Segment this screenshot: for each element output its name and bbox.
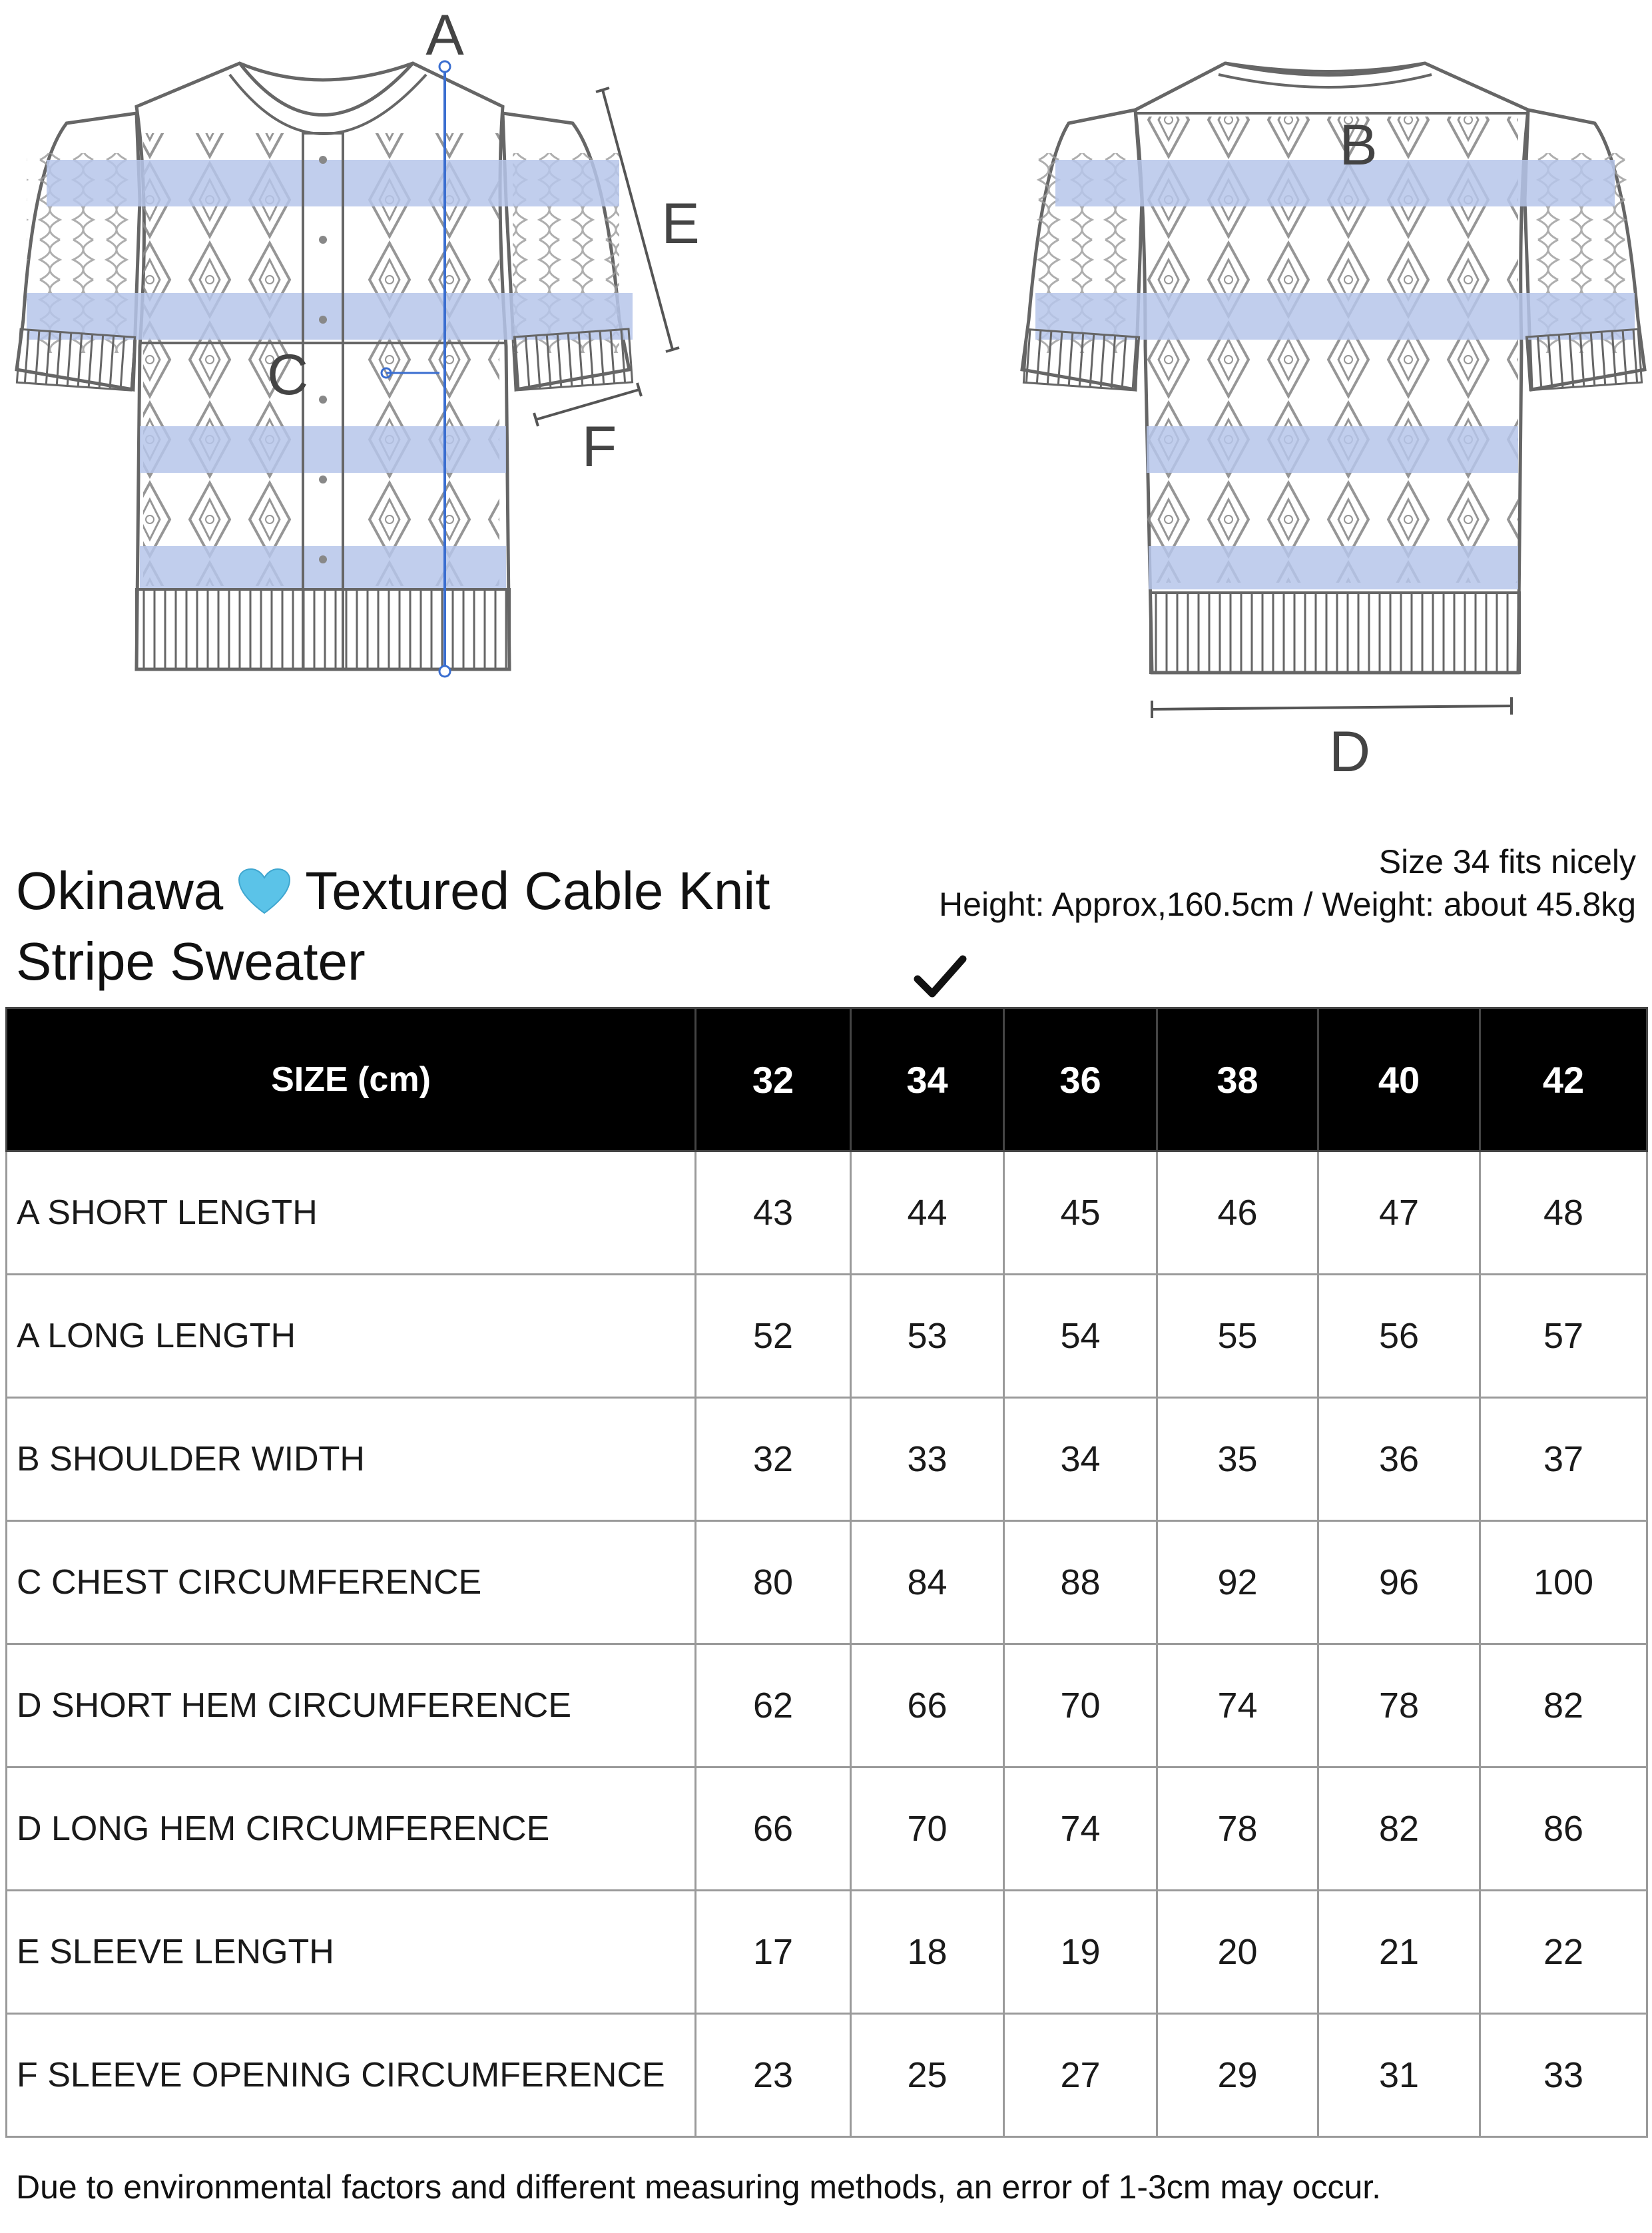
size-column-header: SIZE (cm) — [7, 1008, 696, 1151]
label-f: F — [581, 415, 617, 479]
measurement-value: 53 — [851, 1275, 1004, 1398]
measurement-value: 88 — [1004, 1521, 1157, 1644]
measurement-value: 18 — [851, 1891, 1004, 2014]
measurement-value: 25 — [851, 2014, 1004, 2137]
label-e: E — [661, 192, 700, 256]
measurement-value: 43 — [696, 1151, 851, 1275]
measurement-value: 96 — [1318, 1521, 1480, 1644]
measurement-label: A LONG LENGTH — [7, 1275, 696, 1398]
stripe — [1147, 426, 1518, 473]
measurement-value: 33 — [1480, 2014, 1647, 2137]
measurement-value: 21 — [1318, 1891, 1480, 2014]
measurement-value: 33 — [851, 1398, 1004, 1521]
measurement-value: 31 — [1318, 2014, 1480, 2137]
stripe — [47, 160, 619, 206]
measurement-label: D LONG HEM CIRCUMFERENCE — [7, 1767, 696, 1891]
label-b: B — [1339, 113, 1378, 177]
measurement-value: 78 — [1318, 1644, 1480, 1767]
stripe — [140, 426, 506, 473]
measurement-value: 82 — [1318, 1767, 1480, 1891]
stripe — [27, 293, 633, 340]
size-header: 32 — [696, 1008, 851, 1151]
label-d: D — [1328, 720, 1371, 784]
title-part1: Okinawa — [16, 861, 224, 920]
measurement-value: 66 — [851, 1644, 1004, 1767]
measurement-value: 37 — [1480, 1398, 1647, 1521]
measurement-value: 62 — [696, 1644, 851, 1767]
table-row — [7, 1521, 1647, 1644]
back-view-sketch — [1022, 63, 1645, 718]
measurement-value: 44 — [851, 1151, 1004, 1275]
measurement-value: 52 — [696, 1275, 851, 1398]
checkmark-icon — [914, 954, 967, 1000]
table-row — [7, 1644, 1647, 1767]
measurement-value: 70 — [1004, 1644, 1157, 1767]
table-row — [7, 1767, 1647, 1891]
measurement-value: 48 — [1480, 1151, 1647, 1275]
measurement-value: 56 — [1318, 1275, 1480, 1398]
measurement-value: 35 — [1157, 1398, 1318, 1521]
size-header: 40 — [1318, 1008, 1480, 1151]
table-row — [7, 1891, 1647, 2014]
measurement-label: F SLEEVE OPENING CIRCUMFERENCE — [7, 2014, 696, 2137]
measurement-value: 84 — [851, 1521, 1004, 1644]
stripe — [1035, 293, 1635, 340]
title-line2: Stripe Sweater — [16, 932, 366, 991]
size-header: 38 — [1157, 1008, 1318, 1151]
measurement-disclaimer: Due to environmental factors and different measuring methods, an error of 1-3cm may occur. — [16, 2168, 1382, 2206]
measurement-value: 36 — [1318, 1398, 1480, 1521]
measurement-value: 57 — [1480, 1275, 1647, 1398]
measurement-value: 32 — [696, 1398, 851, 1521]
measurement-label: B SHOULDER WIDTH — [7, 1398, 696, 1521]
size-header: 34 — [851, 1008, 1004, 1151]
table-row — [7, 1275, 1647, 1398]
measurement-value: 74 — [1157, 1644, 1318, 1767]
table-row — [7, 1151, 1647, 1275]
label-a: A — [425, 3, 464, 67]
measurement-value: 22 — [1480, 1891, 1647, 2014]
table-row — [7, 2014, 1647, 2137]
measurement-value: 54 — [1004, 1275, 1157, 1398]
measurement-value: 70 — [851, 1767, 1004, 1891]
measurement-value: 20 — [1157, 1891, 1318, 2014]
measurement-value: 66 — [696, 1767, 851, 1891]
measurement-label: A SHORT LENGTH — [7, 1151, 696, 1275]
measurement-value: 34 — [1004, 1398, 1157, 1521]
measurement-value: 17 — [696, 1891, 851, 2014]
measurement-value: 82 — [1480, 1644, 1647, 1767]
size-header: 36 — [1004, 1008, 1157, 1151]
title-part2: Textured Cable Knit — [305, 861, 770, 920]
measurement-value: 46 — [1157, 1151, 1318, 1275]
table-header-row — [7, 1008, 1647, 1151]
measurement-value: 80 — [696, 1521, 851, 1644]
measurement-label: D SHORT HEM CIRCUMFERENCE — [7, 1644, 696, 1767]
measurement-value: 27 — [1004, 2014, 1157, 2137]
table-row — [7, 1398, 1647, 1521]
size-chart-table — [5, 1007, 1648, 2138]
measurement-label: C CHEST CIRCUMFERENCE — [7, 1521, 696, 1644]
measurement-value: 45 — [1004, 1151, 1157, 1275]
measurement-value: 29 — [1157, 2014, 1318, 2137]
measurement-value: 55 — [1157, 1275, 1318, 1398]
label-c: C — [266, 343, 309, 407]
stripe — [140, 546, 506, 589]
blue-heart-icon — [238, 856, 291, 926]
measurement-value: 19 — [1004, 1891, 1157, 2014]
measurement-value: 47 — [1318, 1151, 1480, 1275]
measurement-value: 86 — [1480, 1767, 1647, 1891]
product-title — [16, 856, 770, 997]
stripe — [1055, 160, 1615, 206]
model-stats: Height: Approx,160.5cm / Weight: about 45.8kg — [939, 886, 1636, 923]
size-header: 42 — [1480, 1008, 1647, 1151]
measurement-value: 100 — [1480, 1521, 1647, 1644]
fit-note: Size 34 fits nicely — [1378, 843, 1636, 880]
measurement-value: 23 — [696, 2014, 851, 2137]
model-info — [770, 840, 1636, 926]
measurement-value: 92 — [1157, 1521, 1318, 1644]
measurement-value: 74 — [1004, 1767, 1157, 1891]
measurement-label: E SLEEVE LENGTH — [7, 1891, 696, 2014]
garment-diagram — [0, 0, 1652, 799]
front-view-sketch — [17, 61, 679, 677]
stripe — [1149, 546, 1518, 589]
measurement-value: 78 — [1157, 1767, 1318, 1891]
